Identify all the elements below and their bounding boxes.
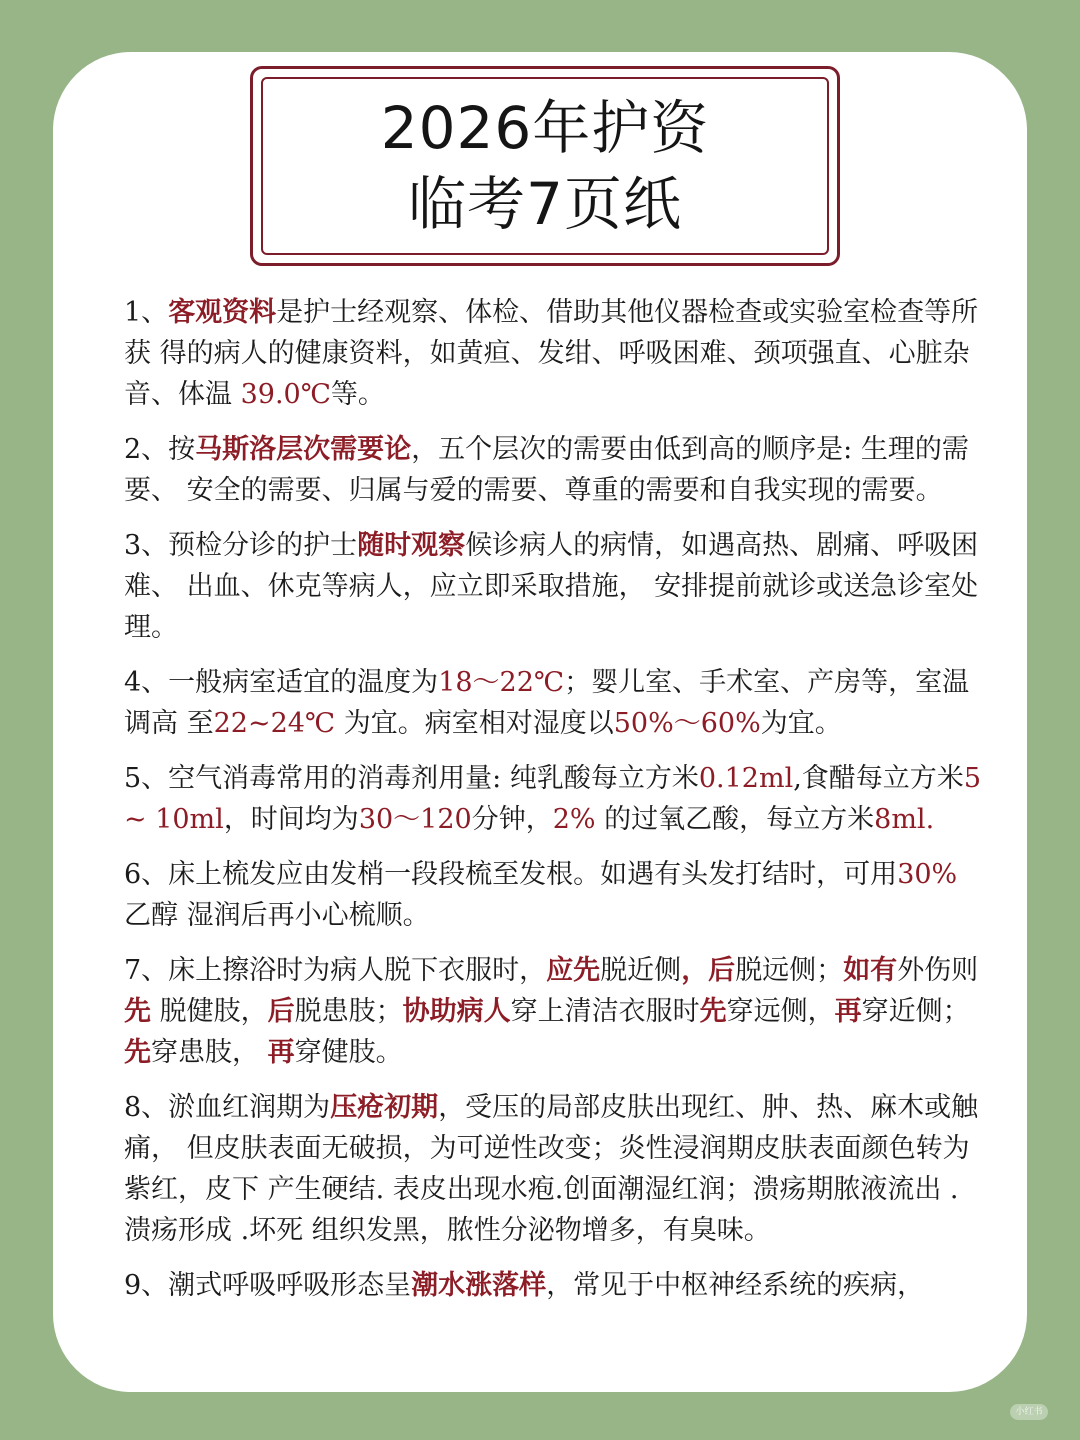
note-text: 1、 xyxy=(124,297,169,328)
note-item-2 xyxy=(124,429,984,511)
note-text: ，常见于中枢神经系统的疾病， xyxy=(546,1270,925,1301)
note-text: ，五个层次的需要由低到高的顺序是: 生理的需要、 安全的需要、归属与爱的需要、尊重的需要和自我实现的需要。 xyxy=(124,434,969,506)
title-frame-inner xyxy=(261,77,829,255)
highlight-text: 30～120 xyxy=(358,804,472,835)
highlight-text: 应先 xyxy=(546,955,601,986)
note-text: 为宜。 xyxy=(760,708,842,739)
title-frame xyxy=(250,66,840,266)
note-text: 为宜。病室相对湿度以 xyxy=(335,708,614,739)
highlight-text: 再 xyxy=(267,1037,295,1068)
note-item-3 xyxy=(124,525,984,648)
title-line-2: 临考7页纸 xyxy=(408,170,682,238)
note-text: 3、预检分诊的护士 xyxy=(124,530,358,561)
highlight-text: 先 xyxy=(124,996,151,1027)
note-text: 4、一般病室适宜的温度为 xyxy=(124,667,439,698)
note-text: 8、淤血红润期为 xyxy=(124,1092,331,1123)
note-text: ；婴儿室、手术室、产房等，室温调高 至 xyxy=(124,667,970,739)
watermark-badge: 小红书 xyxy=(1010,1404,1048,1420)
highlight-text: 再 xyxy=(834,996,862,1027)
note-text: 脱患肢； xyxy=(294,996,403,1027)
highlight-text: 18～22℃ xyxy=(438,667,565,698)
highlight-text: 马斯洛层次需要论 xyxy=(195,434,412,465)
note-text: ，时间均为 xyxy=(223,804,359,835)
notes-list xyxy=(124,292,984,1320)
highlight-text: 50%～60% xyxy=(613,708,761,739)
note-text: 是护士经观察、体检、借助其他仪器检查或实验室检查等所获 得的病人的健康资料，如黄疸、发绀、呼吸困难、颈项强直、心脏杂音、体温 xyxy=(124,297,979,410)
note-text: 等。 xyxy=(330,379,385,410)
note-text: 9、潮式呼吸呼吸形态呈 xyxy=(124,1270,412,1301)
highlight-text: 如有 xyxy=(843,955,898,986)
note-text: 候诊病人的病情，如遇高热、剧痛、呼吸困难、 出血、休克等病人，应立即采取措施， 安排提前就诊或送急诊室处理。 xyxy=(124,530,979,643)
title-line-1: 2026年护资 xyxy=(380,94,710,162)
note-text: 脱近侧 xyxy=(600,955,682,986)
highlight-text: 2% xyxy=(552,804,596,835)
highlight-text: 协助病人 xyxy=(402,996,511,1027)
note-text: 2、按 xyxy=(124,434,196,465)
highlight-text: 5~ 10ml xyxy=(124,763,981,835)
note-text: 穿患肢， xyxy=(151,1037,268,1068)
note-text: 穿近侧； xyxy=(861,996,970,1027)
highlight-text: 后 xyxy=(267,996,295,1027)
note-text: 乙醇 湿润后再小心梳顺。 xyxy=(124,900,430,931)
note-item-5 xyxy=(124,758,984,840)
note-item-7 xyxy=(124,950,984,1073)
highlight-text: 0.12ml xyxy=(698,763,794,794)
highlight-text: 先 xyxy=(124,1037,151,1068)
note-text: 6、床上梳发应由发梢一段段梳至发根。如遇有头发打结时，可用 xyxy=(124,859,898,890)
note-item-4 xyxy=(124,662,984,744)
highlight-text: 客观资料 xyxy=(168,297,277,328)
note-text: 分钟， xyxy=(471,804,553,835)
highlight-text: 压疮初期 xyxy=(330,1092,439,1123)
note-text: 外伤则 xyxy=(897,955,979,986)
highlight-text: 30% xyxy=(897,859,958,890)
note-text: 7、床上擦浴时为病人脱下衣服时， xyxy=(124,955,547,986)
note-item-6 xyxy=(124,854,984,936)
note-text: 脱健肢， xyxy=(151,996,268,1027)
note-text: 的过氧乙酸，每立方米 xyxy=(595,804,875,835)
note-text: 5、空气消毒常用的消毒剂用量: 纯乳酸每立方米 xyxy=(124,763,699,794)
highlight-text: 22~24℃ xyxy=(213,708,336,739)
note-text: ,食醋每立方米 xyxy=(793,763,964,794)
note-item-9 xyxy=(124,1265,984,1306)
note-item-1 xyxy=(124,292,984,415)
note-item-8 xyxy=(124,1087,984,1251)
highlight-text: 39.0℃ xyxy=(240,379,331,410)
note-text: 穿上清洁衣服时 xyxy=(510,996,700,1027)
note-text: 穿健肢。 xyxy=(294,1037,403,1068)
note-text: 穿远侧， xyxy=(726,996,835,1027)
highlight-text: 随时观察 xyxy=(357,530,466,561)
highlight-text: 先 xyxy=(699,996,727,1027)
note-text: ，受压的局部皮肤出现红、肿、热、麻木或触痛， 但皮肤表面无破损，为可逆性改变；炎性浸润期皮肤表面颜色转为紫红，皮下 产生硬结. 表皮出现水疱.创面潮湿红润；溃疡期脓液流出 .溃疡形成 .坏死 组织发黑，脓性分泌物增多，有臭味。 xyxy=(124,1092,979,1246)
highlight-text: 8ml. xyxy=(874,804,935,835)
highlight-text: ，后 xyxy=(681,955,736,986)
note-text: 脱远侧； xyxy=(735,955,844,986)
highlight-text: 潮水涨落样 xyxy=(411,1270,547,1301)
